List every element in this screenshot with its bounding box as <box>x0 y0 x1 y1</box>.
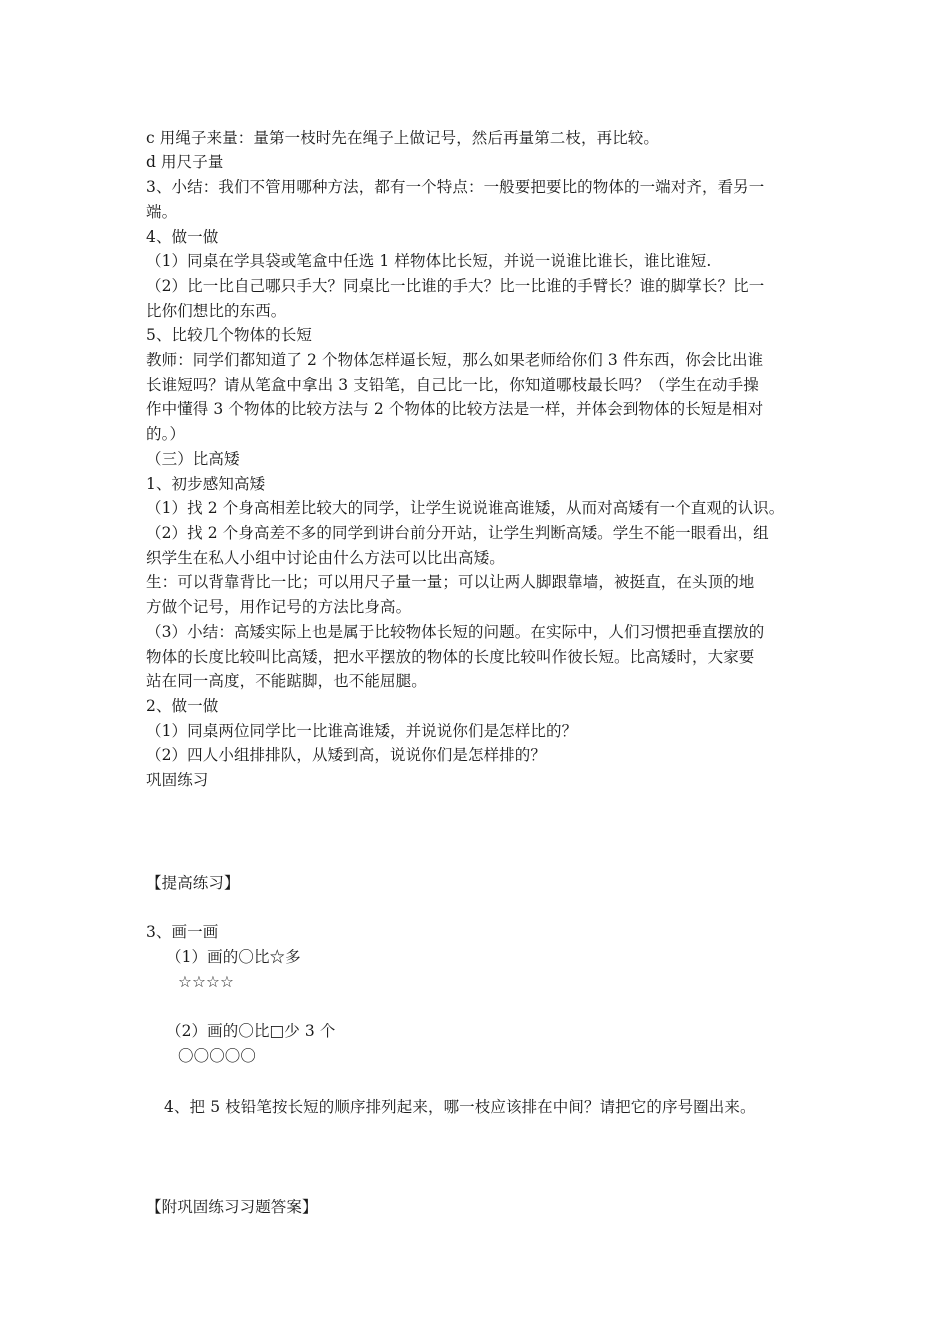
text-line: 5、比较几个物体的长短 <box>146 326 312 344</box>
text-line: 的。） <box>146 425 186 443</box>
text-line: 教师：同学们都知道了 2 个物体怎样逼长短，那么如果老师给你们 3 件东西，你会比出谁 <box>146 351 764 369</box>
question-3-2: （2）画的〇比□少 3 个 <box>166 1022 336 1040</box>
text-line: （2）四人小组排排队，从矮到高，说说你们是怎样排的？ <box>146 746 546 764</box>
text-line: 1、初步感知高矮 <box>146 475 266 493</box>
section-heading-answers: 【附巩固练习习题答案】 <box>146 1198 318 1216</box>
text-line: （1）同桌两位同学比一比谁高谁矮，并说说你们是怎样比的？ <box>146 722 578 740</box>
question-4: 4、把 5 枝铅笔按长短的顺序排列起来，哪一枝应该排在中间？请把它的序号圈出来。 <box>164 1098 756 1116</box>
text-line: 巩固练习 <box>146 771 209 789</box>
text-line: 生：可以背靠背比一比；可以用尺子量一量；可以让两人脚跟靠墙，被挺直，在头顶的地 <box>146 573 755 591</box>
text-line: （2）比一比自己哪只手大？同桌比一比谁的手大？比一比谁的手臂长？谁的脚掌长？比一 <box>146 277 765 295</box>
text-line: 方做个记号，用作记号的方法比身高。 <box>146 598 412 616</box>
text-line: （三）比高矮 <box>146 450 240 468</box>
text-line: 3、小结：我们不管用哪种方法，都有一个特点：一般要把要比的物体的一端对齐，看另一 <box>146 178 765 196</box>
question-3-1: （1）画的〇比☆多 <box>166 948 301 966</box>
text-line: 4、做一做 <box>146 228 219 246</box>
text-line: 织学生在私人小组中讨论由什么方法可以比出高矮。 <box>146 549 505 567</box>
text-line: c 用绳子来量：量第一枝时先在绳子上做记号，然后再量第二枝，再比较。 <box>146 129 660 147</box>
text-line: 作中懂得 3 个物体的比较方法与 2 个物体的比较方法是一样，并体会到物体的长短是相对 <box>146 400 764 418</box>
text-line: 站在同一高度，不能踮脚，也不能屈腿。 <box>146 672 427 690</box>
text-line: （1）找 2 个身高相差比较大的同学，让学生说说谁高谁矮，从而对高矮有一个直观的认识。 <box>146 499 785 517</box>
text-line: 物体的长度比较叫比高矮，把水平摆放的物体的长度比较叫作彼长短。比高矮时，大家要 <box>146 648 755 666</box>
text-line: 2、做一做 <box>146 697 219 715</box>
text-line: （3）小结：高矮实际上也是属于比较物体长短的问题。在实际中，人们习惯把垂直摆放的 <box>146 623 765 641</box>
circle-row: 〇〇〇〇〇 <box>178 1047 257 1065</box>
text-line: 端。 <box>146 203 178 221</box>
text-line: （2）找 2 个身高差不多的同学到讲台前分开站，让学生判断高矮。学生不能一眼看出，组 <box>146 524 769 542</box>
text-line: （1）同桌在学具袋或笔盒中任选 1 样物体比长短，并说一说谁比谁长，谁比谁短. <box>146 252 712 270</box>
star-row: ☆☆☆☆ <box>178 973 234 991</box>
question-3-title: 3、画一画 <box>146 923 219 941</box>
text-line: 长谁短吗？请从笔盒中拿出 3 支铅笔，自己比一比，你知道哪枝最长吗？（学生在动手操 <box>146 376 759 394</box>
text-line: 比你们想比的东西。 <box>146 302 287 320</box>
section-heading-improve: 【提高练习】 <box>146 874 240 892</box>
text-line: d 用尺子量 <box>146 153 224 171</box>
